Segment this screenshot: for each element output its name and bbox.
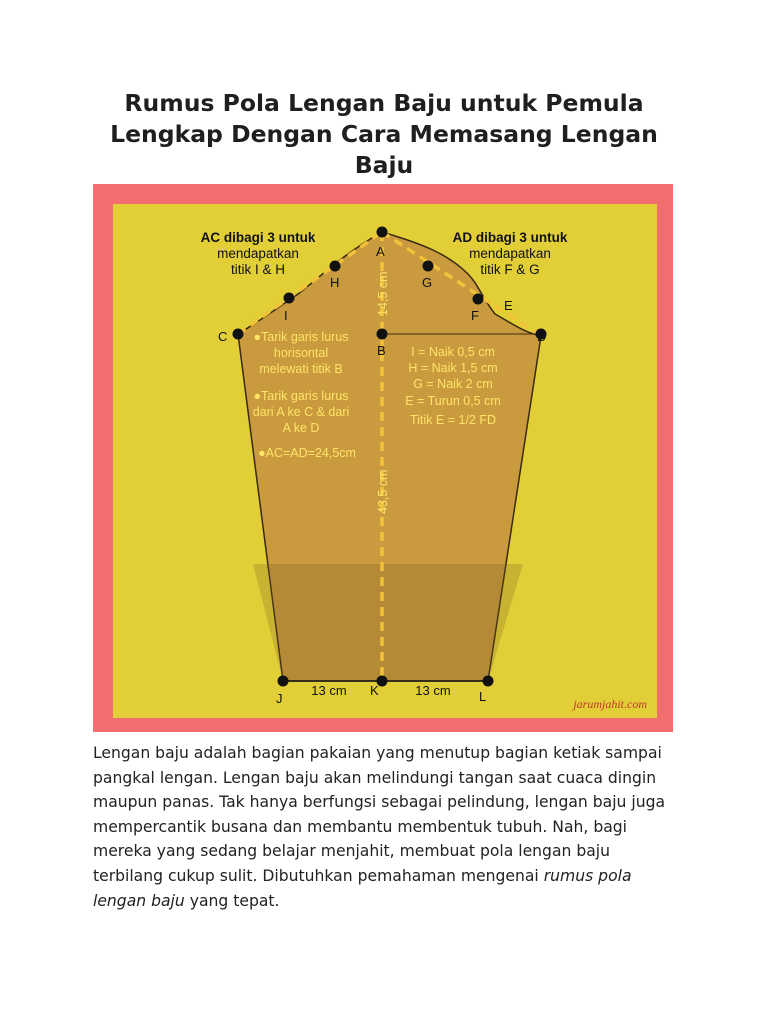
svg-text:AC dibagi 3 untuk: AC dibagi 3 untuk	[200, 230, 316, 245]
svg-text:I = Naik 0,5 cm: I = Naik 0,5 cm	[411, 345, 495, 359]
label-point-h: H	[330, 275, 340, 290]
point-l	[483, 676, 494, 687]
label-point-k: K	[370, 683, 379, 698]
label-point-j: J	[276, 691, 283, 706]
article-title: Rumus Pola Lengan Baju untuk Pemula Lengkap Dengan Cara Memasang Lengan Baju	[110, 89, 658, 179]
width-right-label: 13 cm	[415, 683, 451, 698]
label-point-i: I	[284, 308, 288, 323]
svg-text:Titik E = 1/2 FD: Titik E = 1/2 FD	[409, 413, 497, 427]
svg-text:melewati titik B: melewati titik B	[259, 362, 343, 376]
label-point-e: E	[504, 298, 513, 313]
sleeve-pattern-figure	[93, 184, 673, 732]
cap-height-label: 14,5 cm	[376, 271, 390, 316]
paragraph-emphasis: rumus pola lengan baju	[93, 866, 632, 910]
label-point-d: D	[537, 329, 547, 344]
svg-text:G = Naik 2 cm: G = Naik 2 cm	[413, 377, 493, 391]
width-left-label: 13 cm	[311, 683, 347, 698]
paragraph-end: yang tepat.	[184, 891, 280, 910]
svg-text:mendapatkan: mendapatkan	[217, 246, 299, 261]
svg-text:●Tarik garis lurus: ●Tarik garis lurus	[253, 330, 349, 344]
watermark: jarumjahit.com	[573, 697, 647, 711]
paper-shading	[253, 564, 523, 681]
paragraph-text: Lengan baju adalah bagian pakaian yang menutup bagian ketiak sampai pangkal lengan. Lengan baju akan melindungi tangan saat cuaca dingin maupun panas. Tak hanya berfungsi sebagai pelindung, lengan baju juga mempercantik busana dan membantu membentuk tubuh. Nah, bagi mereka yang sedang belajar menjahit, membuat pola lengan baju terbilang cukup sulit. Dibutuhkan pemahaman mengenai	[93, 744, 666, 885]
svg-text:mendapatkan: mendapatkan	[469, 246, 551, 261]
sleeve-pattern-diagram	[93, 184, 673, 732]
point-g	[423, 261, 434, 272]
point-b	[377, 329, 388, 340]
svg-text:A ke D: A ke D	[282, 421, 320, 435]
sleeve-length-label: 43,5 cm	[376, 469, 390, 514]
point-a	[377, 227, 388, 238]
svg-text:dari A ke C & dari: dari A ke C & dari	[252, 405, 350, 419]
svg-text:horisontal: horisontal	[273, 346, 329, 360]
svg-text:●Tarik garis lurus: ●Tarik garis lurus	[253, 389, 349, 403]
label-point-b: B	[377, 343, 386, 358]
point-i	[284, 293, 295, 304]
svg-text:titik I & H: titik I & H	[230, 262, 286, 277]
intro-paragraph	[93, 741, 673, 913]
label-point-l: L	[479, 689, 487, 704]
label-point-a: A	[376, 244, 385, 259]
svg-text:titik F & G: titik F & G	[480, 262, 540, 277]
label-point-f: F	[471, 308, 479, 323]
svg-text:E = Turun 0,5 cm: E = Turun 0,5 cm	[405, 394, 501, 408]
label-point-c: C	[218, 329, 228, 344]
point-f	[473, 294, 484, 305]
instructions-right	[405, 345, 501, 427]
svg-text:H = Naik 1,5 cm: H = Naik 1,5 cm	[408, 361, 498, 375]
svg-text:●AC=AD=24,5cm: ●AC=AD=24,5cm	[258, 446, 356, 460]
point-j	[278, 676, 289, 687]
point-c	[233, 329, 244, 340]
label-point-g: G	[422, 275, 433, 290]
point-h	[330, 261, 341, 272]
svg-text:AD dibagi 3 untuk: AD dibagi 3 untuk	[452, 230, 568, 245]
